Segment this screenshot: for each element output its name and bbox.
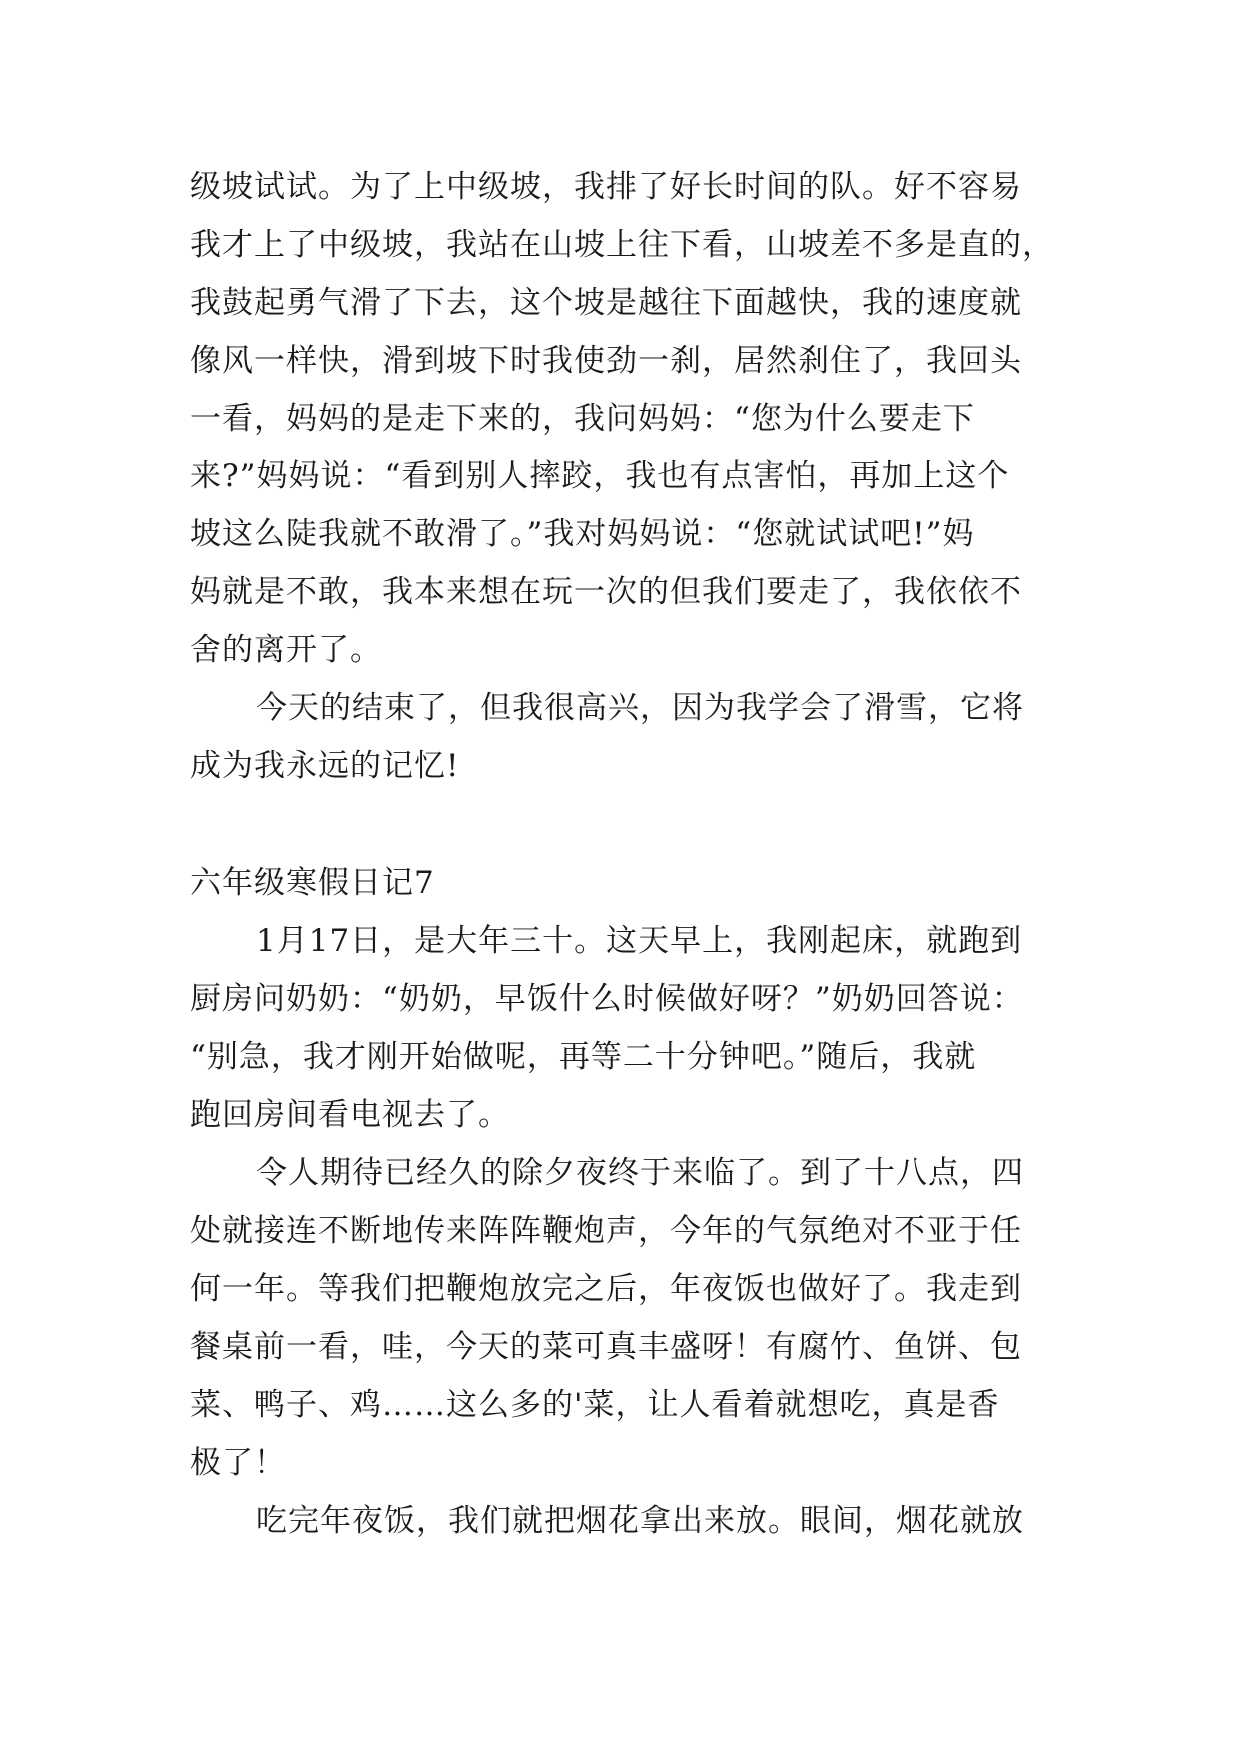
- text-line: 处就接连不断地传来阵阵鞭炮声，今年的气氛绝对不亚于任: [190, 1213, 1022, 1249]
- text-line: “别急，我才刚开始做呢，再等二十分钟吧。”随后，我就: [190, 1039, 977, 1075]
- text-line: 菜、鸭子、鸡……这么多的'菜，让人看着就想吃，真是香: [190, 1387, 1000, 1423]
- text-line: 厨房问奶奶：“奶奶，早饭什么时候做好呀？”奶奶回答说：: [190, 981, 1024, 1017]
- text-line: 级坡试试。为了上中级坡，我排了好长时间的队。好不容易: [190, 169, 1022, 205]
- text-line: 餐桌前一看，哇，今天的菜可真丰盛呀！有腐竹、鱼饼、包: [190, 1329, 1022, 1365]
- paragraph-first-line: 1月17日，是大年三十。这天早上，我刚起床，就跑到: [256, 923, 1023, 959]
- text-line: 成为我永远的记忆!: [190, 748, 460, 784]
- text-line: 一看，妈妈的是走下来的，我问妈妈：“您为什么要走下: [190, 401, 975, 437]
- text-line: 我鼓起勇气滑了下去，这个坡是越往下面越快，我的速度就: [190, 285, 1022, 321]
- text-line: 舍的离开了。: [190, 632, 382, 668]
- text-line: 极了！: [190, 1445, 286, 1481]
- paragraph-first-line: 吃完年夜饭，我们就把烟花拿出来放。眼间，烟花就放: [256, 1503, 1024, 1539]
- text-line: 我才上了中级坡，我站在山坡上往下看，山坡差不多是直的，: [190, 227, 1054, 263]
- text-line: 何一年。等我们把鞭炮放完之后，年夜饭也做好了。我走到: [190, 1271, 1022, 1307]
- text-line: 妈就是不敢，我本来想在玩一次的但我们要走了，我依依不: [190, 574, 1022, 610]
- paragraph-first-line: 今天的结束了，但我很高兴，因为我学会了滑雪，它将: [256, 690, 1024, 726]
- section-title: 六年级寒假日记7: [190, 865, 435, 901]
- paragraph-first-line: 令人期待已经久的除夕夜终于来临了。到了十八点，四: [256, 1155, 1024, 1191]
- text-line: 来?”妈妈说：“看到别人摔跤，我也有点害怕，再加上这个: [190, 458, 1010, 494]
- text-line: 像风一样快，滑到坡下时我使劲一刹，居然刹住了，我回头: [190, 343, 1022, 379]
- text-line: 跑回房间看电视去了。: [190, 1097, 510, 1133]
- text-line: 坡这么陡我就不敢滑了。”我对妈妈说：“您就试试吧!”妈: [190, 516, 975, 552]
